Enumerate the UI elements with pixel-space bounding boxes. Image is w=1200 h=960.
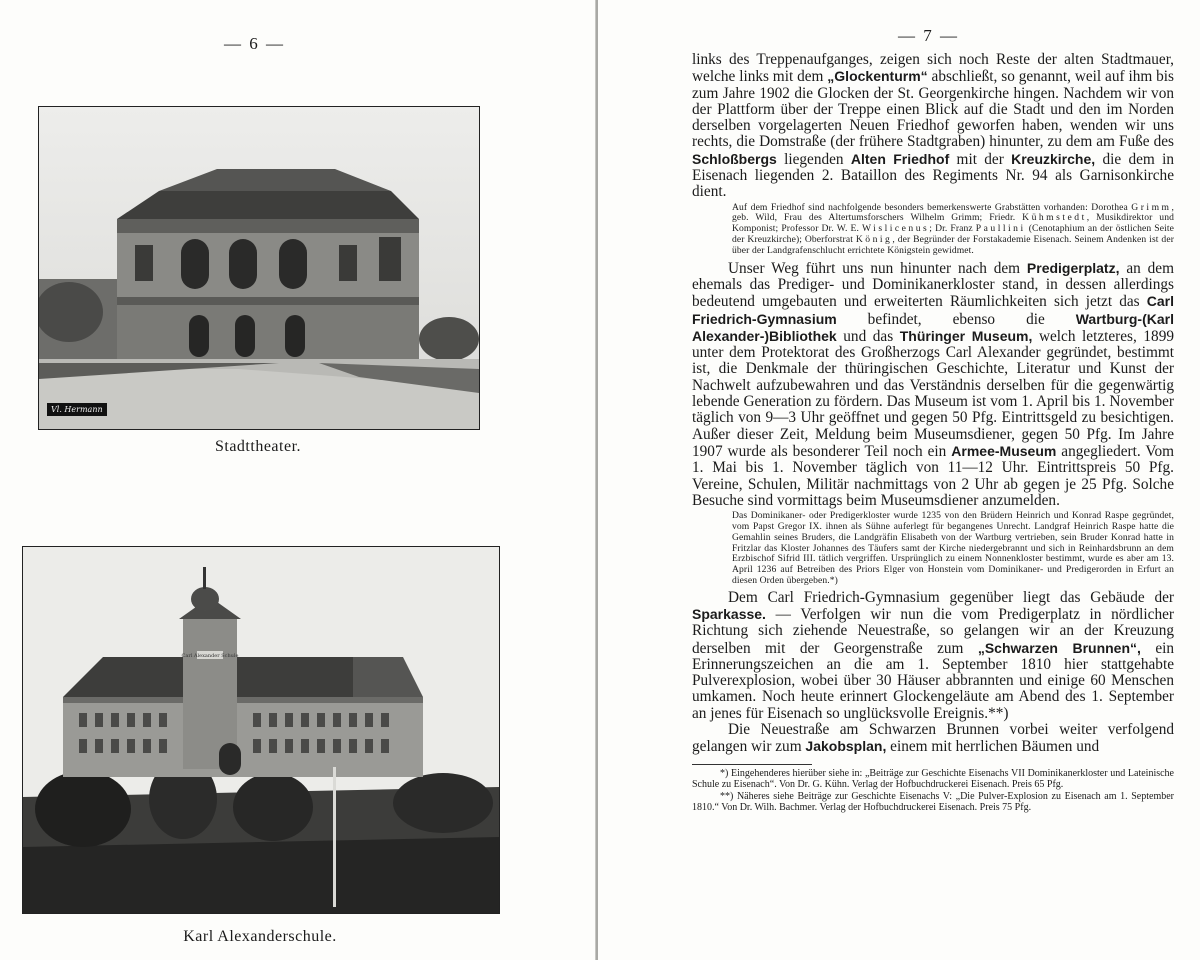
bold-term: Kreuzkirche, xyxy=(1011,150,1096,167)
bold-term: Predigerplatz, xyxy=(1026,259,1120,276)
stadttheater-caption: Stadttheater. xyxy=(214,438,302,455)
text-column xyxy=(692,52,1174,814)
stadttheater-image xyxy=(39,107,479,429)
bold-term: Jakobsplan, xyxy=(805,738,887,755)
right-page xyxy=(598,0,1200,960)
bold-term: Schloßbergs xyxy=(692,150,777,167)
text-run: , geb. Wild, Frau des Altertumsforschers Wilhelm Grimm; Friedr. xyxy=(732,201,1174,224)
bold-term: „Schwarzen Brunnen“, xyxy=(977,639,1141,656)
bold-term: Armee-Museum xyxy=(951,442,1057,459)
paragraph-2 xyxy=(692,260,1174,509)
text-run: ein Erinnerungszeichen an die am 1. September 1810 hier stattgehabte Pulverexplosion, wobei über 30 Häuser abbrannten und einige 60 Menschen umkamen. Noch heute erinnert Glockengeläute am Abend des 1. September an jenes für Eisenach so unglücksvolle Ereignis.**) xyxy=(692,639,1175,722)
text-run: Auf dem Friedhof sind nachfolgende besonders bemerkenswerte Grabstätten vorhanden: Dorothea xyxy=(732,201,1132,213)
bold-term: Thüringer Museum, xyxy=(899,327,1033,344)
page-number-left: — 6 — xyxy=(224,34,285,53)
karl-alexanderschule-photo xyxy=(22,546,500,914)
bold-term: Wartburg-(Karl Alexander-)Bibliothek xyxy=(692,310,1174,344)
text-run: liegenden xyxy=(776,150,851,168)
text-run: mit der xyxy=(949,150,1012,168)
spaced-name: Grimm xyxy=(1131,201,1172,213)
text-run: — Verfolgen wir nun die vom Predigerplatz in nördlicher Richtung sich ziehende Neuestraße, so gelangen wir an der Kreuzung derselben mit der Georgenstraße zum xyxy=(692,605,1174,657)
bold-term: Alten Friedhof xyxy=(850,150,950,167)
footnote-rule xyxy=(692,764,812,765)
text-run: links des Treppenaufganges, zeigen sich noch Reste der alten Stadtmauer, welche links mit dem xyxy=(692,51,1174,86)
text-run: angegliedert. Vom 1. Mai bis 1. November täglich von 11—12 Uhr. Eintrittspreis 50 Pfg. Vereine, Schulen, Militär nachmittags von 2 Uhr ab gegen je 25 Pfg. Solche Besuche sind vormittags beim Museumsdiener anzumelden. xyxy=(692,442,1174,509)
page-number-right: — 7 — xyxy=(898,26,959,45)
text-run: an dem ehemals das Prediger- und Dominikanerkloster stand, in dessen allerdings bedeutend umgebauten und erweiterten Räumlichkeiten sich jetzt das xyxy=(692,259,1174,311)
paragraph-4 xyxy=(692,722,1174,756)
spaced-name: Kühmstedt xyxy=(1022,212,1087,224)
text-run: befindet, ebenso die xyxy=(836,310,1076,328)
bold-term: „Glockenturm“ xyxy=(827,68,928,85)
spaced-name: Paullini xyxy=(975,223,1026,235)
paragraph-1 xyxy=(692,52,1174,201)
text-run: welch letzteres, 1899 unter dem Protektorat des Großherzogs Carl Alexander gegründet, bestimmt ist, die Denkmale der thüringischen Geschichte, Literatur und Kunst der Nachwelt aufzubewahren und das Verständnis derselben für die gegenwärtig lebende Generation zu fördern. Das Museum ist vom 1. April bis 1. November täglich von 9—3 Uhr geöffnet und gegen 50 Pfg. Eintrittsgeld zu besichtigen. Außer dieser Zeit, Meldung beim Museumsdiener, gegen 50 Pfg. Im Jahre 1907 wurde als besonderer Teil noch ein xyxy=(692,327,1174,460)
footnote-2: **) Näheres siehe Beiträge zur Geschichte Eisenachs V: „Die Pulver-Explosion zu Eisenach am 1. September 1810.“ Von Dr. Wilh. Bachmer. Verlag der Hofbuchdruckerei Eisenach. Preis 75 Pfg. xyxy=(692,790,1174,814)
left-page xyxy=(0,0,596,960)
bold-term: Carl Friedrich-Gymnasium xyxy=(692,293,1174,327)
spaced-name: Wislicenus xyxy=(862,223,930,235)
text-run: einem mit herrlichen Bäumen und xyxy=(886,738,1100,756)
text-run: , der Begründer der Forstakademie Eisenach. Seinem Andenken ist der über der Landgrafenschlucht errichtete Königstein gewidmet. xyxy=(732,234,1174,256)
bold-term: Sparkasse. xyxy=(692,605,766,622)
text-run: (Cenotaphium an der östlichen Seite der Kreuzkirche); Oberforstrat xyxy=(732,223,1174,246)
text-run: Dem Carl Friedrich-Gymnasium gegenüber liegt das Gebäude der xyxy=(728,588,1174,606)
footnote-1: *) Eingehenderes hierüber siehe in: „Beiträge zur Geschichte Eisenachs VII Dominikanerkloster und Lateinische Schule zu Eisenach“. Von Dr. G. Kühn. Verlag der Hofbuchdruckerei Eisenach. Preis 65 Pfg. xyxy=(692,767,1174,791)
stadttheater-photo xyxy=(38,106,480,430)
karl-alexanderschule-image xyxy=(23,547,499,913)
text-run: , Musikdirektor und Komponist; Professor Dr. W. E. xyxy=(732,212,1174,235)
text-run: ; Dr. Franz xyxy=(929,223,976,235)
school-sign: Carl Alexander Schule xyxy=(181,653,239,659)
text-run: die dem in Eisenach liegenden 2. Bataillon des Regiments Nr. 94 als Garnisonkirche dient. xyxy=(692,150,1174,201)
text-run: Die Neuestraße am Schwarzen Brunnen vorbei weiter verfolgend gelangen wir zum xyxy=(692,721,1174,756)
note-1 xyxy=(692,203,1174,257)
photographer-stamp: Vl. Hermann xyxy=(47,403,107,416)
karl-alexanderschule-caption: Karl Alexanderschule. xyxy=(183,928,337,945)
note-2: Das Dominikaner- oder Predigerkloster wurde 1235 von den Brüdern Heinrich und Konrad Raspe gegründet, vom Papst Gregor IX. ihnen als Sühne auferlegt für begangenes Unrecht. Landgraf Heinrich Raspe hatte die Gemahlin seines Bruders, die Landgräfin Elisabeth von der Wartburg vertrieben, sein Bruder Konrad hatte in Fritzlar das Kloster Johannes des Täufers samt der Kirche niedergebrannt und sich in Reinhardsbrunn an dem Erzbischof Sifrid III. tätlich vergriffen. Ursprünglich zu einem Nonnenkloster bestimmt, wurde es aber am 13. April 1236 auf Betreiben des Priors Elger von Honstein vom Dominikaner- und Predigerorden in Erfurt an diesen Orden übergeben.*) xyxy=(732,510,1174,586)
paragraph-3 xyxy=(692,590,1174,722)
text-run: Unser Weg führt uns nun hinunter nach dem xyxy=(728,259,1027,277)
text-run: und das xyxy=(836,327,900,345)
text-run: abschließt, so genannt, weil auf ihm bis zum Jahre 1902 die Glocken der St. Georgenkirche hingen. Nachdem wir von der Plattform über der Treppe einen Blick auf die Stadt und den im Norden derselben vorgelagerten Neuen Friedhof geworfen haben, wenden wir uns rechts, die Domstraße (der frühere Stadtgraben) hinunter, zu dem am Fuße des xyxy=(692,68,1174,151)
spaced-name: König xyxy=(855,234,893,246)
